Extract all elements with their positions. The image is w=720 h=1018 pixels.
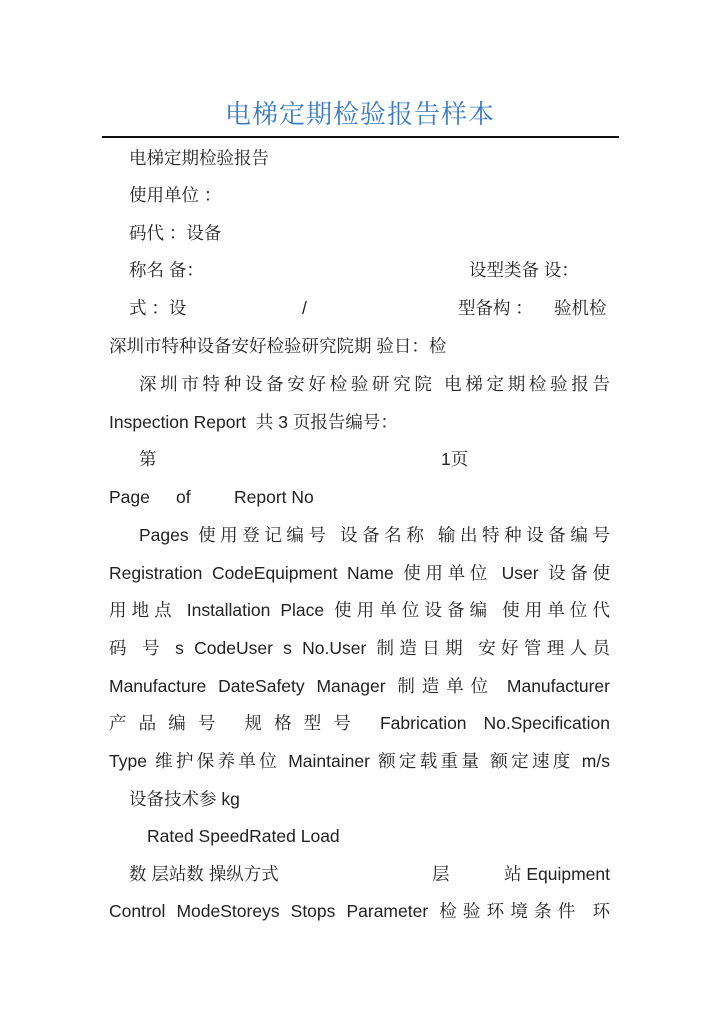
text-segment: 第 [139, 449, 157, 469]
text-line: Inspection Report 共 3 页报告编号： [109, 412, 398, 432]
text-line: 使用单位 ： [129, 185, 222, 205]
text-line: Registration CodeEquipment Name 使用单位 User 设备使 [109, 563, 610, 583]
text-line: 深圳市特种设备安好检验研究院期 验日：检 [109, 336, 447, 356]
text-segment: Page [109, 487, 150, 507]
text-line: 用地点 Installation Place 使用单位设备编 使用单位代 [109, 600, 610, 620]
text-line: 电梯定期检验报告 [129, 148, 269, 168]
text-segment: 式 ：设 [129, 298, 187, 318]
title-divider [102, 136, 619, 138]
text-segment: 设型类备 设： [469, 260, 579, 280]
text-line: 码 号 s CodeUser s No.User 制造日期 安好管理人员 [109, 638, 610, 658]
text-segment: 数 层站数 操纵方式 [129, 864, 279, 884]
text-line [0, 258, 720, 282]
text-line: Manufacture DateSafety Manager 制造单位 Manufacturer [109, 676, 610, 696]
text-segment: 层 [432, 864, 450, 884]
text-line: 产品编号 规格型号 Fabrication No.Specification [109, 713, 610, 733]
text-line: Type 维护保养单位 Maintainer 额定载重量 额定速度 m/s [109, 751, 610, 771]
text-segment: 型备构 ： [458, 298, 533, 318]
text-segment: / [302, 298, 307, 318]
text-segment: 称名 备： [129, 260, 204, 280]
text-line [0, 296, 720, 320]
text-line [0, 862, 720, 886]
text-segment: 1页 [441, 449, 469, 469]
text-segment: Report No [234, 487, 314, 507]
text-line [0, 485, 720, 509]
text-line: Pages 使用登记编号 设备名称 输出特种设备编号 [139, 525, 610, 545]
text-line: 码代 ：设备 [129, 223, 222, 243]
document-title: 电梯定期检验报告样本 [224, 100, 495, 130]
text-line: 设备技术参 kg [129, 789, 240, 809]
text-line: Rated SpeedRated Load [147, 826, 340, 846]
text-line: Control ModeStoreys Stops Parameter 检验环境条件 环 [109, 901, 610, 921]
text-line: 深圳市特种设备安好检验研究院 电梯定期检验报告 [139, 374, 610, 394]
text-segment: 站 Equipment [503, 864, 610, 884]
text-segment: of [176, 487, 191, 507]
text-line [0, 447, 720, 471]
text-segment: 验机检 [554, 298, 607, 318]
